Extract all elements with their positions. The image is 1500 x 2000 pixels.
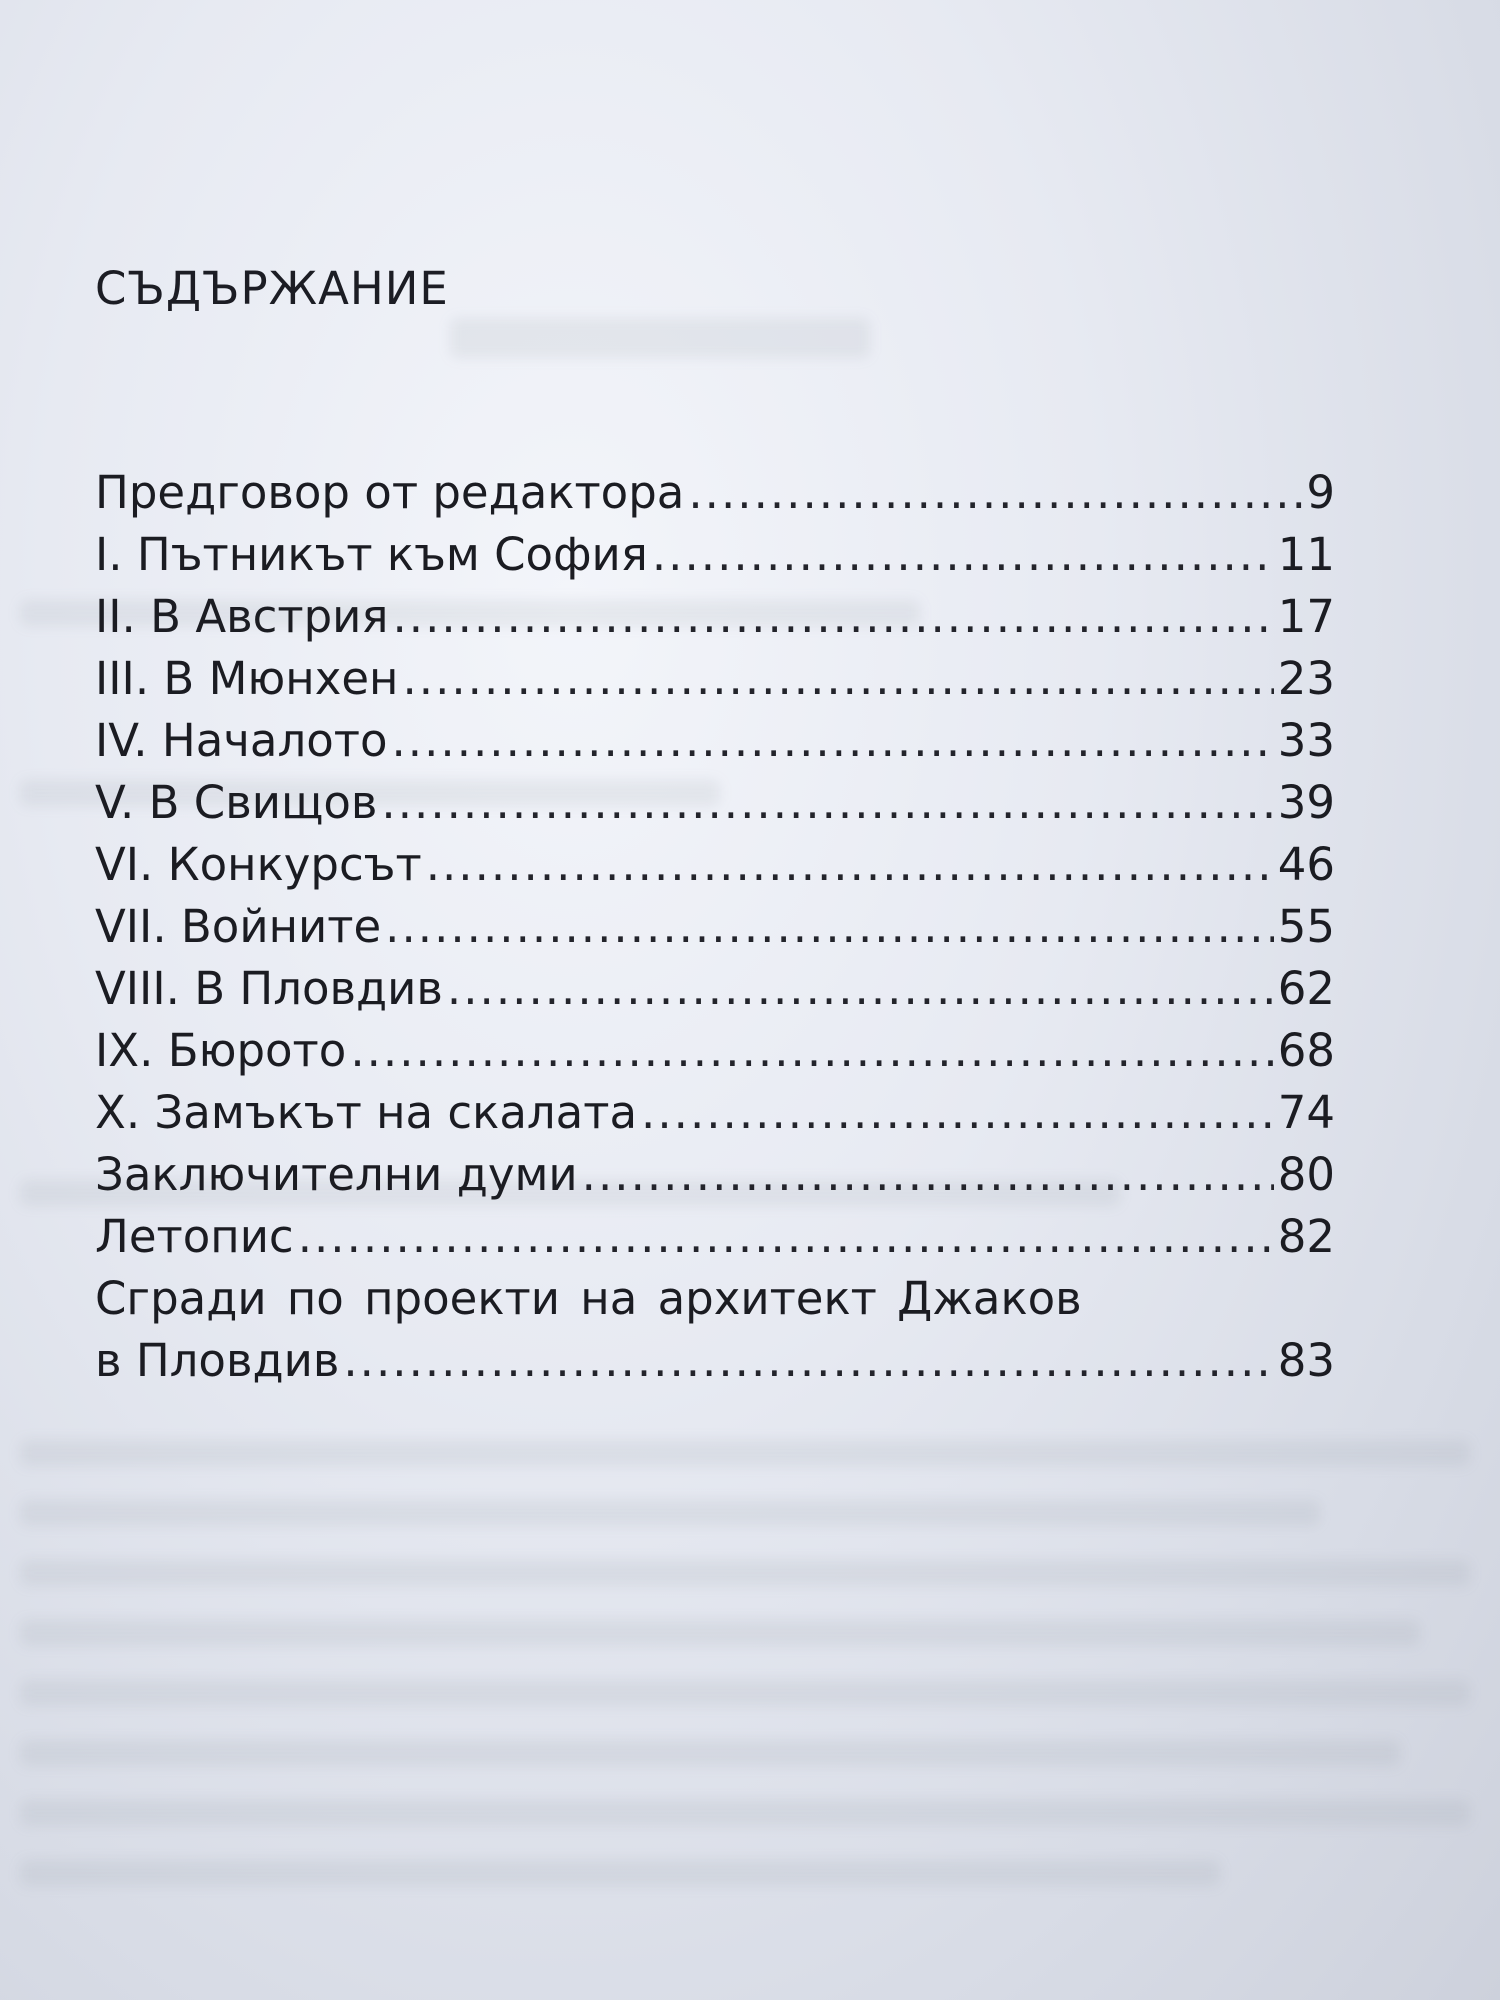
toc-entry-title: I. Пътникът към София (95, 528, 648, 581)
toc-leader-dots (391, 710, 1273, 772)
toc-entry-page: 39 (1277, 776, 1335, 829)
toc-entry-title-line2: в Пловдив (95, 1334, 340, 1387)
table-of-contents (95, 462, 1335, 1392)
toc-entry-title: IX. Бюрото (95, 1024, 347, 1077)
toc-entry (95, 772, 1335, 834)
toc-leader-dots (343, 1330, 1273, 1392)
toc-entry-page: 68 (1277, 1024, 1335, 1077)
toc-leader-dots (426, 834, 1274, 896)
toc-entry-title: IV. Началото (95, 714, 388, 767)
toc-entry (95, 648, 1335, 710)
toc-entry-title: III. В Мюнхен (95, 652, 399, 705)
toc-leader-dots (381, 772, 1273, 834)
toc-entry-title: X. Замъкът на скалата (95, 1086, 638, 1139)
toc-entry-title-line1: Сгради по проекти на архитект Джаков (95, 1272, 1082, 1325)
toc-entry-page: 11 (1277, 528, 1335, 581)
toc-leader-dots (350, 1020, 1273, 1082)
toc-entry-page: 55 (1277, 900, 1335, 953)
toc-entry-page: 80 (1277, 1148, 1335, 1201)
toc-leader-dots (402, 648, 1273, 710)
toc-leader-dots (392, 586, 1273, 648)
toc-entry-multiline (95, 1268, 1335, 1392)
toc-entry-page: 23 (1277, 652, 1335, 705)
toc-entry-page: 83 (1277, 1334, 1335, 1387)
toc-leader-dots (652, 524, 1274, 586)
page-title: СЪДЪРЖАНИЕ (95, 262, 449, 315)
toc-entry (95, 896, 1335, 958)
toc-entry-title: Летопис (95, 1210, 294, 1263)
toc-entry-page: 74 (1277, 1086, 1335, 1139)
toc-entry-page: 46 (1277, 838, 1335, 891)
toc-entry-page: 62 (1277, 962, 1335, 1015)
toc-leader-dots (582, 1144, 1274, 1206)
toc-entry (95, 1144, 1335, 1206)
toc-entry-title: VII. Войните (95, 900, 382, 953)
toc-leader-dots (688, 462, 1302, 524)
toc-entry (95, 1082, 1335, 1144)
toc-entry (95, 1206, 1335, 1268)
toc-leader-dots (447, 958, 1274, 1020)
toc-entry (95, 958, 1335, 1020)
toc-entry-page: 9 (1306, 466, 1335, 519)
toc-entry-page: 33 (1277, 714, 1335, 767)
toc-entry-page: 82 (1277, 1210, 1335, 1263)
toc-entry-title: Заключителни думи (95, 1148, 578, 1201)
toc-entry (95, 586, 1335, 648)
toc-entry (95, 524, 1335, 586)
toc-entry-title: Предговор от редактора (95, 466, 685, 519)
toc-entry-title: II. В Австрия (95, 590, 389, 643)
toc-entry-title: V. В Свищов (95, 776, 378, 829)
toc-leader-dots (641, 1082, 1274, 1144)
toc-leader-dots (385, 896, 1274, 958)
toc-entry (95, 1020, 1335, 1082)
toc-entry-line2 (95, 1330, 1335, 1392)
toc-entry-title: VIII. В Пловдив (95, 962, 443, 1015)
toc-entry-page: 17 (1277, 590, 1335, 643)
toc-entry-title: VI. Конкурсът (95, 838, 422, 891)
toc-entry (95, 834, 1335, 896)
toc-leader-dots (298, 1206, 1274, 1268)
toc-entry (95, 710, 1335, 772)
toc-entry (95, 462, 1335, 524)
